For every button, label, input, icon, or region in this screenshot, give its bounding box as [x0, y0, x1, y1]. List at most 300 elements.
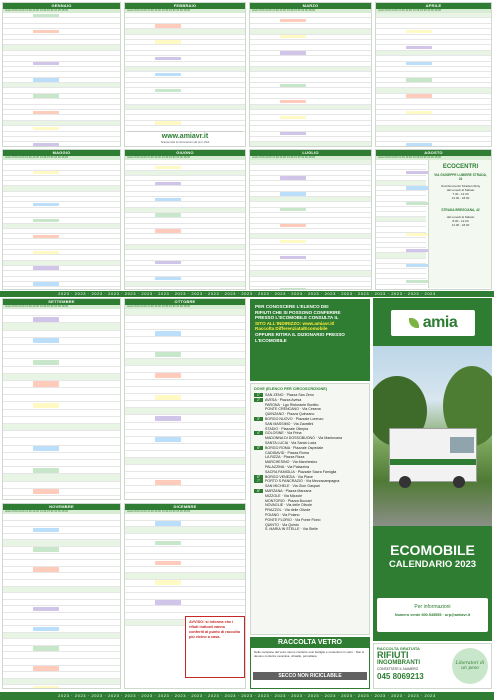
zone-text: BORGO NUOVO · Piazzale Lorenzo: [265, 416, 324, 421]
day-number-cell: [125, 323, 134, 329]
day-row: [125, 514, 246, 521]
zone-text: PRAZZOL · Via delle Olivole: [265, 508, 311, 513]
day-number-cell: [125, 437, 134, 443]
day-number-cell: [250, 137, 259, 141]
agosto-left-days: [376, 160, 426, 290]
month-febbraio: [124, 2, 246, 147]
day-row: [376, 142, 491, 147]
collection-slot: [155, 261, 181, 264]
day-rows: [376, 13, 491, 147]
day-number-cell: [3, 45, 12, 49]
day-row: [125, 373, 245, 380]
day-number-cell: [3, 338, 12, 344]
day-number-cell: [376, 51, 385, 55]
collection-slot: [280, 35, 306, 38]
vetro-title: RACCOLTA VETRO: [251, 638, 369, 648]
day-number-cell: [376, 217, 385, 221]
collection-slot: [155, 561, 181, 566]
day-number-cell: [125, 99, 134, 103]
day-number-cell: [3, 573, 12, 579]
day-number-cell: [3, 345, 12, 351]
zone-number: [254, 436, 263, 440]
collection-slot: [406, 111, 432, 114]
website-note: Scarica tutte le informazioni utili per i rifiuti: [160, 141, 210, 144]
zone-text: QUINTO · Via Quinto: [265, 522, 299, 527]
day-number-cell: [3, 323, 12, 329]
day-number-cell: [125, 94, 134, 98]
day-rows: [125, 13, 245, 132]
day-number-cell: [376, 35, 385, 39]
day-row: [125, 344, 245, 351]
day-row: [3, 606, 120, 613]
day-number-cell: [3, 62, 12, 66]
day-number-cell: [3, 514, 12, 520]
day-number-cell: [125, 430, 134, 436]
day-row: [125, 521, 246, 528]
day-number-cell: [250, 287, 259, 290]
day-number-cell: [3, 453, 12, 459]
day-number-cell: [376, 248, 385, 252]
day-row: [3, 534, 120, 541]
day-number-cell: [3, 78, 12, 82]
day-number-cell: [376, 186, 385, 190]
collection-slot: [280, 288, 306, 290]
dicembre-days: [125, 514, 246, 614]
collection-slot: [33, 14, 59, 17]
day-row: [3, 474, 120, 481]
day-number-cell: [3, 250, 12, 254]
column-headers: orario 8.00-11.00 11.00-13.00 13.30-15.30 16.00-18.00: [3, 510, 120, 514]
day-number-cell: [125, 593, 134, 599]
day-number-cell: [125, 56, 134, 60]
day-number-cell: [125, 18, 134, 22]
collection-slot: [33, 78, 59, 81]
day-number-cell: [250, 229, 259, 233]
info-line-5[interactable]: Raccolta Differenziata/Ecomobile: [255, 326, 328, 332]
website-url[interactable]: www.amiavr.it: [161, 133, 209, 140]
ecocentri-addr2: STRADA BRESCIANA, 42: [441, 208, 480, 212]
month-novembre: [2, 503, 121, 689]
day-row: [3, 527, 120, 534]
collection-slot: [155, 521, 181, 526]
slogan-badge: [452, 648, 488, 684]
day-number-cell: [250, 181, 259, 185]
zone-text: AVESA · Piazza Avesa: [265, 397, 302, 402]
day-rows: [250, 13, 371, 147]
ecocentri-time1: 7.30 - 13.30: [452, 192, 469, 196]
collection-slot: [155, 166, 181, 169]
day-number-cell: [3, 652, 12, 658]
zone-number: [254, 422, 263, 426]
day-number-cell: [125, 472, 134, 478]
day-number-cell: [3, 431, 12, 437]
day-number-cell: [125, 234, 134, 238]
day-number-cell: [376, 105, 385, 109]
column-headers: orario 8.00-11.00 11.00-13.00 13.30-15.30 16.00-18.00: [376, 9, 491, 13]
day-number-cell: [3, 639, 12, 645]
day-number-cell: [125, 72, 134, 76]
day-number-cell: [3, 72, 12, 76]
day-row: [125, 330, 245, 337]
zone-text: PARONA · Lgo Ristorante Bonitto: [265, 402, 319, 407]
collection-slot: [155, 416, 181, 421]
zone-number: 6°: [254, 475, 263, 479]
zone-number: [254, 484, 263, 488]
collection-slot: [406, 78, 432, 81]
day-number-cell: [376, 181, 385, 185]
day-number-cell: [250, 197, 259, 201]
day-row: [3, 587, 120, 594]
collection-slot: [155, 480, 181, 485]
day-number-cell: [125, 88, 134, 92]
day-number-cell: [125, 444, 134, 450]
day-number-cell: [376, 40, 385, 44]
collection-slot: [33, 360, 59, 365]
day-number-cell: [125, 408, 134, 414]
day-number-cell: [3, 287, 12, 290]
ecocentri-time2b: 14.00 - 18.00: [451, 223, 470, 227]
collection-slot: [280, 208, 306, 211]
day-number-cell: [3, 679, 12, 685]
day-number-cell: [376, 253, 385, 257]
day-row: [125, 323, 245, 330]
collection-slot: [280, 84, 306, 87]
day-number-cell: [3, 666, 12, 672]
day-number-cell: [250, 51, 259, 55]
day-number-cell: [3, 620, 12, 626]
collection-slot: [280, 19, 306, 22]
zones-panel: [250, 383, 370, 635]
day-number-cell: [3, 410, 12, 416]
day-row: [125, 366, 245, 373]
info-line-6: OPPURE RITIRA IL DIZIONARIO PRESSO: [255, 331, 345, 337]
zone-number: 4°: [254, 431, 263, 435]
day-row: [3, 639, 120, 646]
zone-number: [254, 518, 263, 522]
day-number-cell: [3, 271, 12, 275]
day-number-cell: [250, 277, 259, 281]
day-row: [125, 287, 245, 290]
collection-slot: [155, 580, 181, 585]
collection-slot: [33, 338, 59, 343]
day-number-cell: [3, 277, 12, 281]
day-number-cell: [125, 181, 134, 185]
collection-slot: [33, 282, 59, 285]
day-rows: [3, 514, 120, 689]
day-number-cell: [125, 613, 134, 619]
collection-slot: [33, 686, 59, 689]
day-number-cell: [3, 88, 12, 92]
collection-slot: [280, 256, 306, 259]
day-number-cell: [125, 423, 134, 429]
day-number-cell: [125, 287, 134, 290]
day-number-cell: [125, 29, 134, 33]
day-number-cell: [125, 78, 134, 82]
day-number-cell: [125, 218, 134, 222]
day-number-cell: [376, 13, 385, 17]
collection-slot: [33, 446, 59, 451]
day-row: [3, 460, 120, 467]
day-number-cell: [376, 274, 385, 278]
collection-slot: [155, 121, 181, 124]
day-row: [3, 679, 120, 686]
day-number-cell: [125, 186, 134, 190]
day-number-cell: [3, 547, 12, 553]
day-number-cell: [250, 110, 259, 114]
hero-photo: [373, 346, 492, 526]
info-line-7: L'ECOMOBILE: [255, 337, 287, 343]
day-number-cell: [250, 132, 259, 136]
day-number-cell: [3, 94, 12, 98]
day-number-cell: [125, 373, 134, 379]
column-headers: orario 8.00-11.00 11.00-13.00 13.30-15.30 16.00-18.00: [3, 305, 120, 309]
slogan-text: Liberatori di un peso: [455, 661, 485, 671]
collection-slot: [33, 251, 59, 254]
collection-slot: [33, 381, 59, 386]
day-number-cell: [3, 438, 12, 444]
collection-slot: [155, 89, 181, 92]
month-marzo: [249, 2, 372, 147]
collection-slot: [155, 73, 181, 76]
collection-slot: [155, 24, 181, 27]
day-number-cell: [125, 245, 134, 249]
info-line-4[interactable]: SITO ALL'INDIRIZZO: www.amiavr.it/: [255, 320, 335, 326]
day-number-cell: [125, 282, 134, 286]
day-number-cell: [250, 165, 259, 169]
day-number-cell: [125, 67, 134, 71]
collection-slot: [406, 143, 432, 146]
day-number-cell: [125, 554, 134, 560]
zone-text: BORGO ROMA · Piazzale Ospedale: [265, 445, 324, 450]
zone-number: [254, 403, 263, 407]
day-number-cell: [3, 388, 12, 394]
column-headers: orario 8.00-11.00 11.00-13.00 13.30-15.30 16.00-18.00: [250, 9, 371, 13]
day-row: [125, 415, 245, 422]
day-number-cell: [3, 309, 12, 315]
day-number-cell: [125, 352, 134, 358]
zone-number: [254, 503, 263, 507]
day-number-cell: [3, 474, 12, 480]
hero-info-line[interactable]: Numero verde 800.545555 · urp@amiavr.it: [394, 613, 471, 617]
day-number-cell: [3, 600, 12, 606]
day-number-cell: [125, 514, 134, 520]
day-number-cell: [3, 171, 12, 175]
day-rows: [3, 13, 120, 147]
day-number-cell: [3, 160, 12, 164]
zone-text: SAN MASSIMO · Via Zavattini: [265, 421, 314, 426]
ecocentri-addr1: VIA GIUSEPPE LUMIERE STRADA, 24: [434, 173, 487, 181]
day-row: [3, 560, 120, 567]
website-box[interactable]: [127, 131, 243, 146]
day-number-cell: [3, 613, 12, 619]
day-number-cell: [376, 222, 385, 226]
ecocentri-days2: dal Lunedì al Sabato: [446, 215, 475, 219]
day-number-cell: [125, 380, 134, 386]
day-number-cell: [250, 202, 259, 206]
day-row: [3, 567, 120, 574]
zone-number: [254, 523, 263, 527]
day-number-cell: [125, 309, 134, 315]
day-number-cell: [3, 560, 12, 566]
day-number-cell: [376, 269, 385, 273]
day-number-cell: [3, 540, 12, 546]
day-row: [3, 467, 120, 474]
day-rows: [125, 309, 245, 500]
zone-text: S. MARIA IN STELLE · Via Stelle: [265, 527, 318, 532]
day-number-cell: [3, 29, 12, 33]
ecocentri-days1: dal Lunedì al Sabato: [446, 188, 475, 192]
day-number-cell: [250, 62, 259, 66]
zone-number: [254, 427, 263, 431]
truck-icon: [389, 428, 477, 482]
zone-number: [254, 441, 263, 445]
day-number-cell: [376, 137, 385, 141]
day-number-cell: [125, 171, 134, 175]
day-row: [3, 626, 120, 633]
collection-slot: [155, 182, 181, 185]
day-number-cell: [250, 24, 259, 28]
day-number-cell: [125, 316, 134, 322]
bulky-line-3: INGOMBRANTI: [377, 660, 420, 666]
day-row: [3, 547, 120, 554]
truck-cab: [450, 437, 474, 453]
day-row: [125, 606, 246, 613]
day-rows: [376, 160, 426, 290]
collection-slot: [406, 94, 432, 97]
day-number-cell: [376, 94, 385, 98]
month-title: FEBBRAIO: [125, 3, 245, 9]
day-number-cell: [376, 170, 385, 174]
day-number-cell: [376, 285, 385, 289]
zone-text: PONTE FLORIO · Via Ponte Florio: [265, 517, 321, 522]
day-row: [3, 540, 120, 547]
zone-text: LA RIZZA · Piazza Rizza: [265, 455, 305, 460]
column-headers: orario 8.00-11.00 11.00-13.00 13.30-15.30 16.00-18.00: [125, 510, 245, 514]
day-row: [3, 352, 120, 359]
notice-box: [185, 616, 245, 678]
day-number-cell: [3, 255, 12, 259]
day-number-cell: [125, 40, 134, 44]
day-number-cell: [3, 261, 12, 265]
day-number-cell: [3, 67, 12, 71]
day-number-cell: [250, 186, 259, 190]
zone-number: [254, 513, 263, 517]
bulky-text: [377, 646, 449, 681]
day-row: [3, 672, 120, 679]
collection-slot: [33, 317, 59, 322]
day-row: [3, 521, 120, 528]
day-number-cell: [250, 126, 259, 130]
day-row: [3, 580, 120, 587]
day-number-cell: [3, 685, 12, 689]
zone-text: MIZZOLE · Via Mizzole: [265, 493, 303, 498]
column-headers: orario 8.00-11.00 11.00-13.00 13.30-15.30 16.00-18.00: [125, 305, 245, 309]
day-number-cell: [376, 196, 385, 200]
info-line-3: PRESSO L'ECOMOBILE CONSULTA IL: [255, 315, 339, 321]
day-number-cell: [376, 24, 385, 28]
day-number-cell: [3, 51, 12, 55]
day-row: [3, 424, 120, 431]
day-number-cell: [3, 115, 12, 119]
info-line-2: RIFIUTI CHE SI POSSONO CONFERIRE: [255, 309, 341, 315]
day-number-cell: [3, 659, 12, 665]
day-row: [3, 381, 120, 388]
day-row: [3, 338, 120, 345]
zone-number: [254, 508, 263, 512]
day-row: [3, 410, 120, 417]
collection-slot: [33, 627, 59, 632]
day-number-cell: [250, 261, 259, 265]
day-row: [3, 666, 120, 673]
day-number-cell: [376, 83, 385, 87]
day-number-cell: [250, 255, 259, 259]
day-number-cell: [3, 367, 12, 373]
collection-slot: [406, 46, 432, 49]
day-row: [125, 493, 245, 500]
day-number-cell: [376, 126, 385, 130]
day-row: [3, 496, 120, 500]
zone-number: 1°: [254, 393, 263, 397]
day-number-cell: [125, 271, 134, 275]
day-number-cell: [250, 234, 259, 238]
day-number-cell: [125, 176, 134, 180]
day-number-cell: [3, 132, 12, 136]
ecocentri-title: ECOCENTRI: [442, 164, 479, 170]
day-row: [125, 444, 245, 451]
column-headers: orario 8.00-11.00 11.00-13.00 13.30-15.30 16.00-18.00: [376, 156, 491, 160]
day-number-cell: [376, 142, 385, 146]
day-number-cell: [125, 486, 134, 492]
day-number-cell: [3, 467, 12, 473]
day-row: [3, 482, 120, 489]
day-row: [3, 388, 120, 395]
zone-number: [254, 470, 263, 474]
hero-panel: [373, 298, 492, 641]
bulky-phone[interactable]: 045 8069213: [377, 672, 424, 681]
day-number-cell: [376, 233, 385, 237]
day-row: [125, 486, 245, 493]
day-number-cell: [125, 202, 134, 206]
day-number-cell: [250, 94, 259, 98]
day-row: [125, 593, 246, 600]
day-number-cell: [125, 126, 134, 130]
day-number-cell: [250, 245, 259, 249]
day-number-cell: [125, 45, 134, 49]
day-number-cell: [125, 229, 134, 233]
collection-slot: [155, 600, 181, 605]
zone-number: [254, 460, 263, 464]
month-title: APRILE: [376, 3, 491, 9]
day-number-cell: [3, 580, 12, 586]
day-number-cell: [125, 255, 134, 259]
day-row: [125, 573, 246, 580]
collection-slot: [33, 646, 59, 651]
day-number-cell: [250, 105, 259, 109]
day-row: [125, 337, 245, 344]
zone-text: MONTORIO · Piazza Buccari: [265, 498, 312, 503]
day-number-cell: [376, 88, 385, 92]
day-number-cell: [3, 142, 12, 146]
day-number-cell: [376, 202, 385, 206]
day-number-cell: [376, 99, 385, 103]
zone-number: 5°: [254, 446, 263, 450]
day-number-cell: [376, 243, 385, 247]
day-number-cell: [3, 489, 12, 495]
month-dicembre: [124, 503, 246, 689]
collection-slot: [155, 213, 181, 216]
day-row: [3, 323, 120, 330]
day-number-cell: [125, 580, 134, 586]
